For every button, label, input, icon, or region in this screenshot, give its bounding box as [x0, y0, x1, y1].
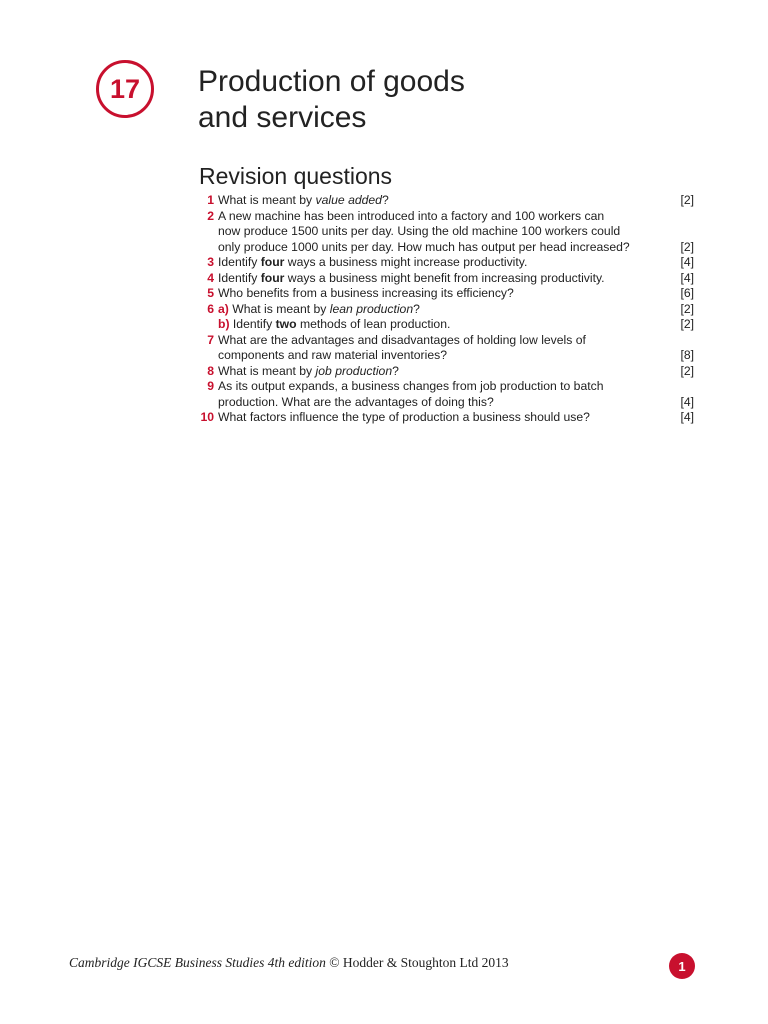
question-item — [196, 286, 694, 302]
question-text-segment: ? — [413, 301, 420, 316]
question-line — [196, 379, 694, 395]
question-number: 9 — [207, 379, 214, 393]
question-text-segment: Identify — [218, 255, 261, 269]
question-item — [196, 255, 694, 271]
section-heading: Revision questions — [199, 163, 393, 189]
question-marks: [2] — [680, 317, 694, 331]
question-marks: [4] — [680, 410, 694, 424]
question-text — [218, 240, 660, 256]
question-text-segment: What factors influence the type of production a business should use? — [218, 410, 590, 424]
question-marks: [4] — [680, 270, 694, 285]
question-emphasis-italic: value added — [315, 193, 382, 207]
question-text-segment: What is meant by — [218, 193, 316, 207]
question-emphasis-italic: job production — [315, 363, 393, 378]
question-subpart-label: a) — [218, 301, 229, 316]
question-item — [196, 364, 694, 380]
question-text-segment: As its output expands, a business changes from job production to batch — [218, 379, 604, 393]
question-text-segment: A new machine has been introduced into a factory and 100 workers can — [218, 208, 605, 223]
question-text-segment: What is meant by — [228, 301, 330, 316]
chapter-title — [198, 64, 465, 136]
question-number: 6 — [207, 301, 214, 316]
footer-credit — [69, 955, 509, 971]
question-number: 7 — [207, 332, 214, 347]
question-marks: [4] — [680, 394, 694, 409]
question-item — [196, 209, 694, 256]
question-line — [196, 286, 694, 302]
question-marks: [6] — [680, 286, 694, 300]
chapter-number: 17 — [109, 73, 141, 104]
question-line — [196, 255, 694, 271]
question-emphasis-bold: four — [260, 270, 285, 285]
question-marks: [2] — [680, 193, 694, 207]
question-number: 5 — [207, 286, 214, 300]
question-text — [218, 193, 660, 209]
question-text-segment: What are the advantages and disadvantages of holding low levels of — [218, 332, 586, 347]
question-text — [218, 224, 660, 240]
question-item — [196, 410, 694, 426]
question-number: 3 — [207, 255, 214, 269]
question-text — [218, 395, 660, 411]
question-text-segment: ? — [381, 193, 389, 207]
question-item — [196, 379, 694, 410]
question-line — [196, 333, 694, 349]
question-text-segment: only produce 1000 units per day. How much has output per head increased? — [218, 239, 630, 254]
question-text — [218, 317, 660, 333]
question-emphasis-italic: lean production — [329, 301, 414, 316]
question-text — [218, 209, 660, 225]
question-marks: [2] — [680, 301, 694, 316]
chapter-title-line-1: Production of goods — [198, 65, 465, 98]
question-text — [218, 255, 660, 271]
question-subpart-label: b) — [218, 317, 230, 331]
question-emphasis-bold: four — [260, 255, 285, 269]
question-line — [196, 364, 694, 380]
question-line — [196, 395, 694, 411]
chapter-title-line-2: and services — [198, 101, 367, 134]
question-line — [196, 224, 694, 240]
footer-book-title: Cambridge IGCSE Business Studies 4th edition — [69, 955, 326, 970]
question-text-segment: Identify — [218, 270, 261, 285]
page-number: 1 — [678, 958, 686, 974]
question-text — [218, 379, 660, 395]
question-item — [196, 271, 694, 287]
question-line — [196, 317, 694, 333]
question-text — [218, 333, 660, 349]
question-line — [196, 193, 694, 209]
question-text-segment: Identify — [229, 317, 276, 331]
question-number: 10 — [200, 410, 214, 424]
question-item — [196, 302, 694, 333]
question-line — [196, 348, 694, 364]
question-marks: [2] — [680, 363, 694, 378]
question-text — [218, 364, 660, 380]
revision-question-list — [196, 193, 694, 426]
question-number: 2 — [207, 208, 214, 223]
question-line — [196, 209, 694, 225]
question-number: 8 — [207, 363, 214, 378]
question-number: 1 — [207, 193, 214, 207]
question-line — [196, 410, 694, 426]
question-text — [218, 286, 660, 302]
question-line — [196, 240, 694, 256]
question-text — [218, 271, 660, 287]
question-text-segment: What is meant by — [218, 363, 316, 378]
question-marks: [4] — [680, 255, 694, 269]
footer-copyright: © Hodder & Stoughton Ltd 2013 — [325, 955, 509, 970]
question-text-segment: methods of lean production. — [296, 317, 451, 331]
question-line — [196, 271, 694, 287]
question-text-segment: now produce 1500 units per day. Using the old machine 100 workers could — [218, 224, 621, 238]
question-text-segment: ways a business might increase productivity. — [284, 255, 528, 269]
question-item — [196, 193, 694, 209]
question-marks: [8] — [680, 348, 694, 362]
question-text-segment: Who benefits from a business increasing its efficiency? — [218, 286, 514, 300]
page-number-badge — [669, 953, 695, 979]
question-emphasis-bold: two — [275, 317, 297, 331]
question-number: 4 — [207, 270, 214, 285]
question-text — [218, 348, 660, 364]
question-text — [218, 302, 660, 318]
question-marks: [2] — [680, 239, 694, 254]
question-text-segment: ? — [392, 363, 399, 378]
question-text-segment: production. What are the advantages of doing this? — [218, 394, 494, 409]
question-item — [196, 333, 694, 364]
question-text — [218, 410, 660, 426]
question-text-segment: ways a business might benefit from increasing productivity. — [284, 270, 605, 285]
question-text-segment: components and raw material inventories? — [218, 348, 447, 362]
chapter-number-badge — [96, 60, 154, 118]
question-line — [196, 302, 694, 318]
